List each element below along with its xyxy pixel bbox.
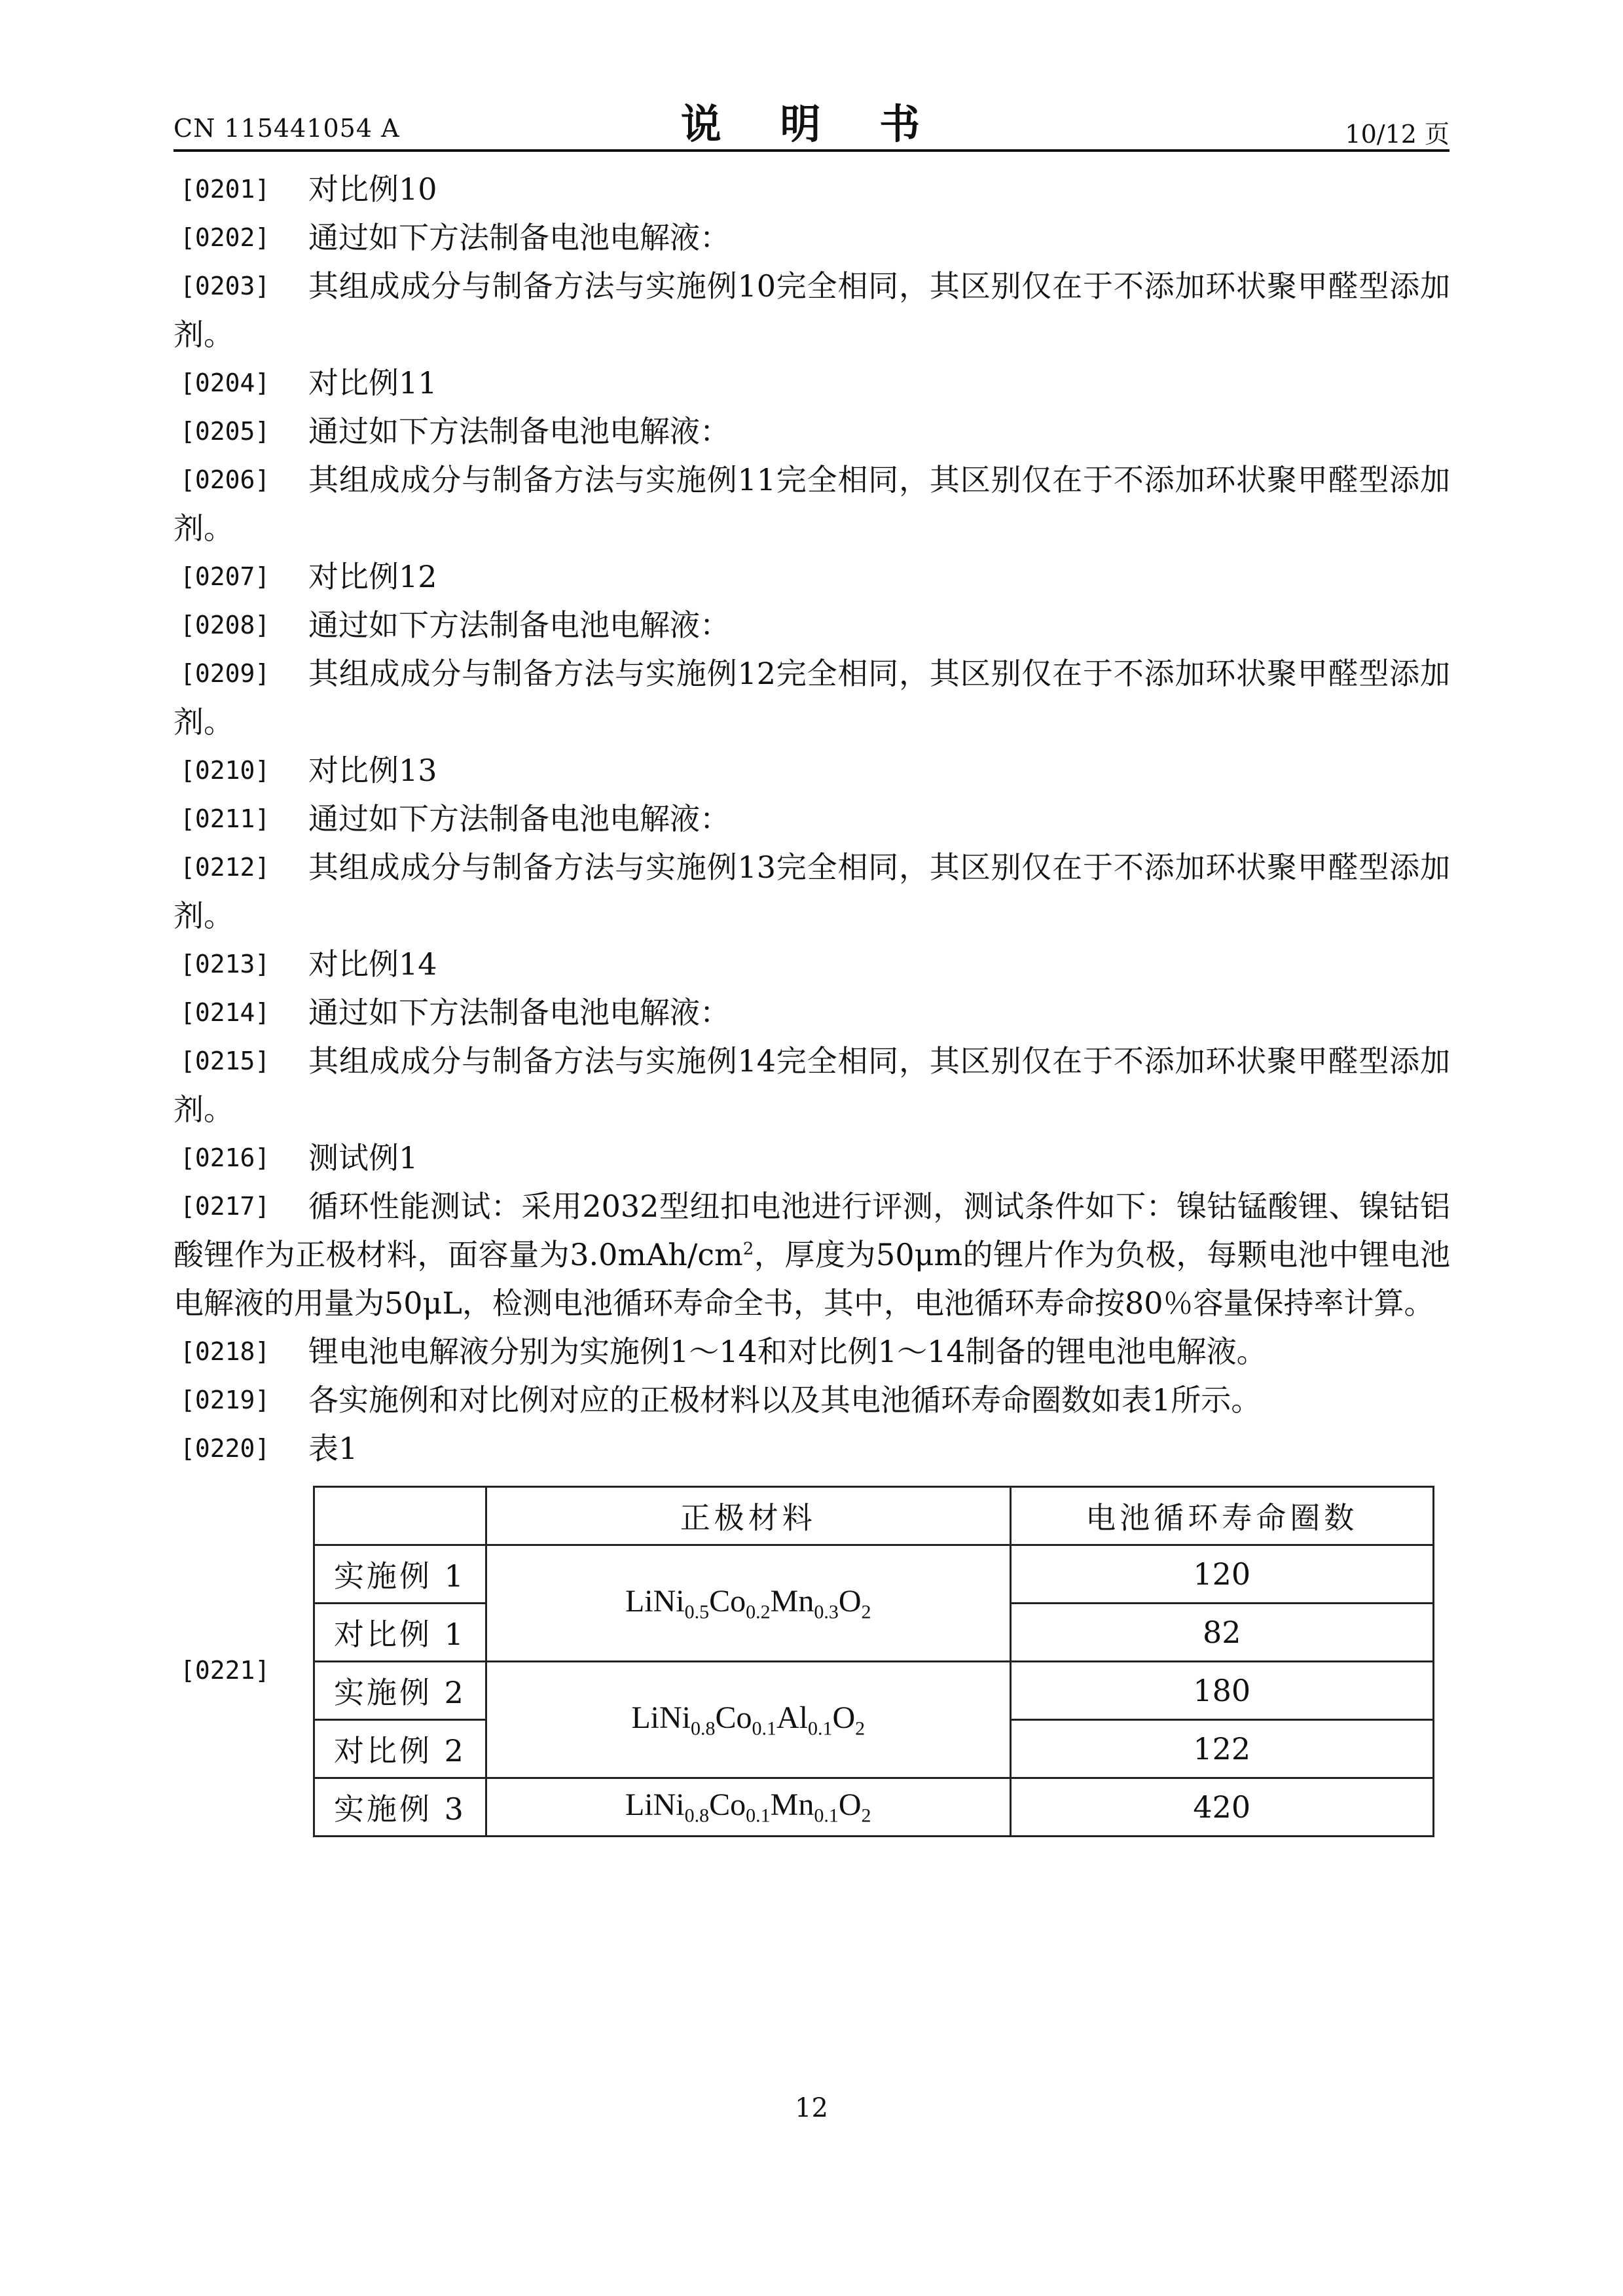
paragraph-number: [0215]: [180, 1047, 270, 1075]
patent-number: CN 115441054 A: [173, 114, 400, 143]
paragraph-text: 其组成成分与制备方法与实施例10完全相同，其区别仅在于不添加环状聚甲醛型添加剂。: [173, 268, 1450, 352]
page-indicator: 10/12 页: [1345, 120, 1450, 149]
paragraph-text: [173, 1182, 1450, 1327]
paragraph-0218: [173, 1327, 1450, 1376]
paragraph-0217: [173, 1182, 1450, 1327]
document-title: 说 明 书: [680, 100, 943, 148]
table-cell-label: 对比例 1: [314, 1604, 486, 1662]
paragraph-text: 其组成成分与制备方法与实施例14完全相同，其区别仅在于不添加环状聚甲醛型添加剂。: [173, 1043, 1450, 1127]
paragraph-number: [0218]: [180, 1337, 270, 1366]
paragraph-0213: [173, 940, 1450, 988]
paragraph-text: 通过如下方法制备电池电解液：: [308, 414, 730, 449]
table-cell-material: $LiNi_{0.8}Co_{0.1}Mn_{0.1}O_2$: [486, 1778, 1010, 1837]
table-row: [314, 1662, 1434, 1720]
table-row: [314, 1778, 1434, 1837]
paragraph-number: [0203]: [180, 272, 270, 300]
paragraph-number: [0221]: [180, 1656, 270, 1685]
paragraph-0202: [173, 213, 1450, 262]
paragraph-text: 其组成成分与制备方法与实施例13完全相同，其区别仅在于不添加环状聚甲醛型添加剂。: [173, 850, 1450, 933]
paragraph-number: [0212]: [180, 853, 270, 882]
paragraph-0214: [173, 988, 1450, 1037]
table-cell-cycles: 180: [1010, 1662, 1433, 1720]
paragraph-text: 其组成成分与制备方法与实施例11完全相同，其区别仅在于不添加环状聚甲醛型添加剂。: [173, 462, 1450, 546]
table-cell-label: 实施例 3: [314, 1778, 486, 1837]
page-number: 12: [795, 2093, 828, 2123]
paragraph-0201: [173, 165, 1450, 213]
paragraph-0210: [173, 746, 1450, 795]
table-cell-material: $LiNi_{0.8}Co_{0.1}Al_{0.1}O_2$: [486, 1662, 1010, 1778]
table-row: [314, 1545, 1434, 1604]
paragraph-number: [0219]: [180, 1386, 270, 1414]
paragraph-text: 通过如下方法制备电池电解液：: [308, 607, 730, 643]
table-cell-label: 实施例 2: [314, 1662, 486, 1720]
paragraph-number: [0213]: [180, 950, 270, 978]
paragraph-text: 通过如下方法制备电池电解液：: [308, 220, 730, 255]
page-header: [173, 92, 1450, 151]
paragraph-text: 对比例14: [308, 946, 437, 982]
paragraph-number: [0205]: [180, 417, 270, 446]
paragraph-0216: [173, 1134, 1450, 1182]
paragraph-text: 对比例13: [308, 753, 437, 788]
paragraph-0203: [173, 262, 1450, 359]
table-header-cell: [314, 1487, 486, 1545]
text-part-b: ，厚度为50μm的锂片作为负极，每颗电池中锂电池电解液的用量为50μL，检测电池循环寿命全书，其中，电池循环寿命按80％容量保持率计算。: [173, 1237, 1450, 1321]
paragraph-number: [0211]: [180, 804, 270, 833]
table-cell-label: 对比例 2: [314, 1720, 486, 1778]
paragraph-text: 锂电池电解液分别为实施例1～14和对比例1～14制备的锂电池电解液。: [308, 1334, 1267, 1369]
table-cell-label: 实施例 1: [314, 1545, 486, 1604]
paragraph-0212: [173, 843, 1450, 940]
paragraph-0206: [173, 456, 1450, 552]
paragraph-text: 测试例1: [308, 1140, 418, 1175]
document-body: [173, 165, 1450, 1852]
paragraph-number: [0202]: [180, 223, 270, 252]
paragraph-text: 对比例10: [308, 171, 437, 207]
paragraph-text: 其组成成分与制备方法与实施例12完全相同，其区别仅在于不添加环状聚甲醛型添加剂。: [173, 656, 1450, 740]
paragraph-0208: [173, 601, 1450, 649]
table-cell-cycles: 82: [1010, 1604, 1433, 1662]
header-rule: [173, 149, 1450, 152]
paragraph-0205: [173, 407, 1450, 456]
table-cell-material: $LiNi_{0.5}Co_{0.2}Mn_{0.3}O_2$: [486, 1545, 1010, 1662]
paragraph-0209: [173, 649, 1450, 746]
table-cell-cycles: 420: [1010, 1778, 1433, 1837]
paragraph-0219: [173, 1376, 1450, 1424]
superscript: 2: [742, 1239, 754, 1259]
paragraph-0220: [173, 1424, 1450, 1473]
paragraph-number: [0201]: [180, 175, 270, 204]
paragraph-text: 通过如下方法制备电池电解液：: [308, 995, 730, 1030]
paragraph-number: [0217]: [180, 1192, 270, 1221]
paragraph-number: [0216]: [180, 1143, 270, 1172]
paragraph-0204: [173, 359, 1450, 407]
paragraph-number: [0206]: [180, 465, 270, 494]
paragraph-text: 各实施例和对比例对应的正极材料以及其电池循环寿命圈数如表1所示。: [308, 1382, 1262, 1418]
paragraph-number: [0214]: [180, 998, 270, 1027]
table-header-cell: 电池循环寿命圈数: [1010, 1487, 1433, 1545]
paragraph-number: [0207]: [180, 562, 270, 591]
paragraph-0215: [173, 1037, 1450, 1134]
paragraph-number: [0208]: [180, 611, 270, 639]
paragraph-0211: [173, 795, 1450, 843]
paragraph-text: 对比例11: [308, 365, 437, 401]
paragraph-number: [0220]: [180, 1434, 270, 1463]
data-table: [313, 1486, 1434, 1837]
paragraph-0207: [173, 552, 1450, 601]
paragraph-text: 通过如下方法制备电池电解液：: [308, 801, 730, 836]
paragraph-number: [0204]: [180, 368, 270, 397]
table-cell-cycles: 122: [1010, 1720, 1433, 1778]
table-header-cell: 正极材料: [486, 1487, 1010, 1545]
text-part-a: 循环性能测试：采用2032型纽扣电池进行评测，测试条件如下：镍钴锰酸锂、镍钴铝酸锂作为正极材料，面容量为3.0mAh/cm: [173, 1189, 1450, 1272]
paragraph-number: [0210]: [180, 756, 270, 785]
table-cell-cycles: 120: [1010, 1545, 1433, 1604]
table-header-row: [314, 1487, 1434, 1545]
paragraph-text: 对比例12: [308, 559, 437, 594]
paragraph-text: 表1: [308, 1431, 358, 1466]
table-block: [173, 1486, 1450, 1852]
paragraph-number: [0209]: [180, 659, 270, 688]
